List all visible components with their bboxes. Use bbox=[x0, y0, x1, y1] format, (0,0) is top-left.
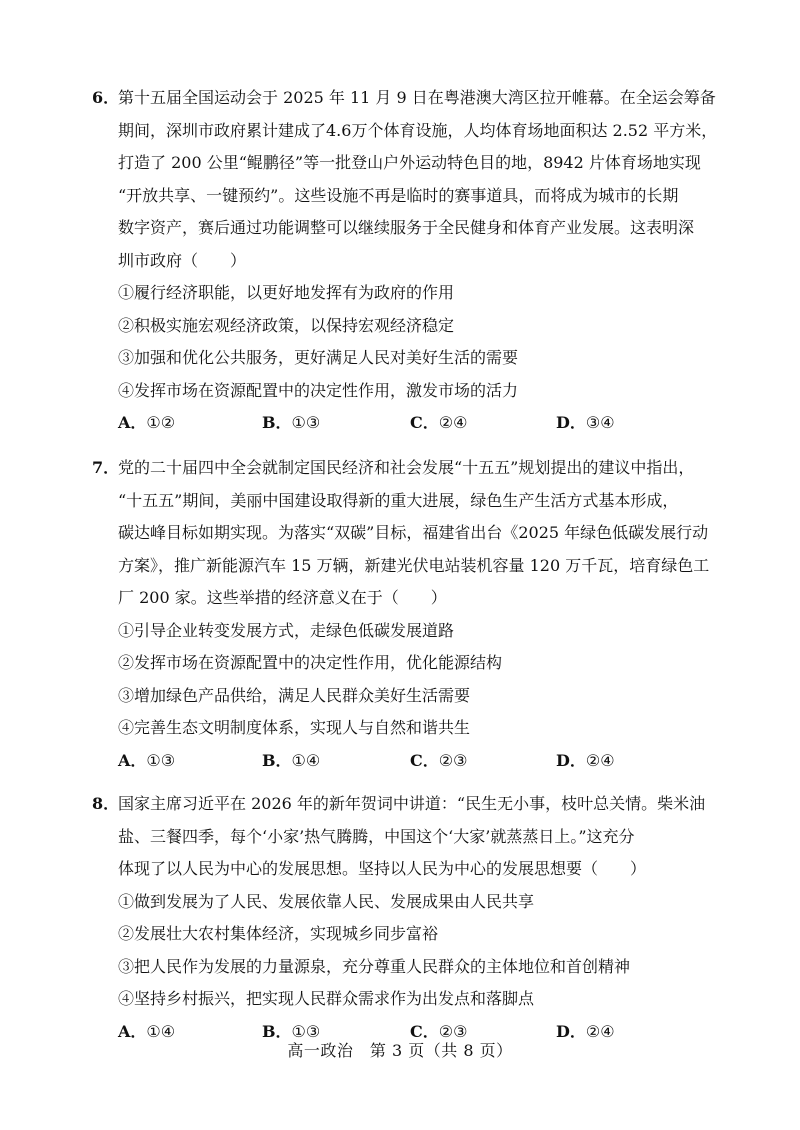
option-a[interactable] bbox=[118, 745, 175, 778]
option-text: ②③ bbox=[438, 750, 468, 770]
question-stem-line bbox=[92, 82, 722, 115]
option-text: ②④ bbox=[585, 1021, 615, 1041]
statement-3: ③增加绿色产品供给，满足人民群众美好生活需要 bbox=[118, 685, 471, 705]
option-text: ①④ bbox=[291, 750, 321, 770]
option-text: ③④ bbox=[585, 413, 615, 432]
option-text: ①② bbox=[146, 413, 176, 432]
option-b[interactable] bbox=[262, 745, 320, 778]
question-stem-line: 数字资产，赛后通过功能调整可以继续服务于全民健身和体育产业发展。这表明深 bbox=[118, 218, 695, 237]
option-text: ①③ bbox=[291, 413, 321, 432]
option-letter: C． bbox=[410, 750, 439, 770]
stem-text: 第十五届全国运动会于 2025 年 11 月 9 日在粤港澳大湾区拉开帷幕。在全运会筹备 bbox=[118, 88, 716, 107]
question-7 bbox=[92, 452, 722, 777]
question-stem-line: 碳达峰目标如期实现。为落实“双碳”目标，福建省出台《2025 年绿色低碳发展行动 bbox=[118, 523, 709, 542]
statement-2: ②发展壮大农村集体经济，实现城乡同步富裕 bbox=[118, 924, 439, 943]
question-stem-line: “十五五”期间，美丽中国建设取得新的重大进展，绿色生产生活方式基本形成， bbox=[118, 490, 679, 510]
stem-text: 国家主席习近平在 2026 年的新年贺词中讲道：“民生无小事，枝叶总关情。柴米油 bbox=[118, 794, 706, 813]
question-6 bbox=[92, 82, 722, 440]
question-stem-line: 盐、三餐四季，每个‘小家’热气腾腾，中国这个‘大家’就蒸蒸日上。”这充分 bbox=[118, 826, 635, 846]
statement-4: ④发挥市场在资源配置中的决定性作用，激发市场的活力 bbox=[118, 380, 519, 400]
statement-4: ④坚持乡村振兴，把实现人民群众需求作为出发点和落脚点 bbox=[118, 989, 535, 1008]
question-8 bbox=[92, 788, 722, 1048]
answer-options bbox=[92, 745, 722, 778]
option-c[interactable] bbox=[410, 745, 467, 778]
option-text: ①④ bbox=[146, 1021, 176, 1041]
option-c[interactable] bbox=[410, 407, 467, 440]
answer-options bbox=[92, 407, 722, 440]
question-stem-line bbox=[92, 788, 722, 821]
question-number: 7． bbox=[92, 458, 120, 477]
option-letter: C． bbox=[410, 413, 439, 432]
question-number: 8． bbox=[92, 794, 120, 813]
question-stem-line: 体现了以人民为中心的发展思想。坚持以人民为中心的发展思想要（ ） bbox=[118, 859, 647, 878]
option-letter: B． bbox=[262, 413, 292, 432]
question-stem-line: 期间，深圳市政府累计建成了4.6万个体育设施，人均体育场地面积达 2.52 平方米， bbox=[118, 120, 718, 140]
question-stem-line: 厂 200 家。这些举措的经济意义在于（ ） bbox=[118, 588, 447, 607]
statement-4: ④完善生态文明制度体系，实现人与自然和谐共生 bbox=[118, 718, 471, 737]
question-stem-line: “开放共享、一键预约”。这些设施不再是临时的赛事道具，而将成为城市的长期 bbox=[118, 185, 679, 205]
option-letter: C． bbox=[410, 1021, 439, 1041]
option-d[interactable] bbox=[556, 407, 615, 440]
question-stem-line: 打造了 200 公里“鲲鹏径”等一批登山户外运动特色目的地，8942 片体育场地实现 bbox=[118, 153, 701, 172]
option-letter: A． bbox=[118, 750, 147, 770]
question-stem-line bbox=[92, 452, 722, 485]
statement-2: ②发挥市场在资源配置中的决定性作用，优化能源结构 bbox=[118, 653, 503, 672]
option-text: ②④ bbox=[585, 750, 615, 770]
option-text: ①③ bbox=[291, 1021, 321, 1041]
question-stem-line: 圳市政府（ ） bbox=[118, 250, 247, 270]
question-stem-line: 方案》，推广新能源汽车 15 万辆，新建光伏电站装机容量 120 万千瓦，培育绿色工 bbox=[118, 555, 710, 575]
statement-3: ③加强和优化公共服务，更好满足人民对美好生活的需要 bbox=[118, 348, 519, 367]
option-text: ①③ bbox=[146, 750, 176, 770]
option-letter: B． bbox=[262, 750, 292, 770]
option-text: ②④ bbox=[438, 413, 468, 432]
statement-1: ①做到发展为了人民、发展依靠人民、发展成果由人民共享 bbox=[118, 891, 535, 911]
option-d[interactable] bbox=[556, 745, 615, 778]
stem-text: 党的二十届四中全会就制定国民经济和社会发展“十五五”规划提出的建议中指出， bbox=[118, 458, 695, 477]
question-number: 6． bbox=[92, 88, 120, 107]
option-letter: D． bbox=[556, 750, 586, 770]
statement-3: ③把人民作为发展的力量源泉，充分尊重人民群众的主体地位和首创精神 bbox=[118, 956, 631, 976]
option-letter: B． bbox=[262, 1021, 292, 1041]
option-text: ②③ bbox=[438, 1021, 468, 1041]
option-a[interactable] bbox=[118, 407, 175, 440]
option-b[interactable] bbox=[262, 407, 320, 440]
statement-1: ①引导企业转变发展方式，走绿色低碳发展道路 bbox=[118, 620, 455, 640]
statement-1: ①履行经济职能，以更好地发挥有为政府的作用 bbox=[118, 283, 455, 302]
option-letter: A． bbox=[118, 413, 147, 432]
option-letter: A． bbox=[118, 1021, 147, 1041]
statement-2: ②积极实施宏观经济政策，以保持宏观经济稳定 bbox=[118, 315, 455, 335]
option-letter: D． bbox=[556, 1021, 586, 1041]
page-footer: 高一政治 第 3 页（共 8 页） bbox=[287, 1041, 513, 1060]
option-letter: D． bbox=[556, 413, 586, 432]
